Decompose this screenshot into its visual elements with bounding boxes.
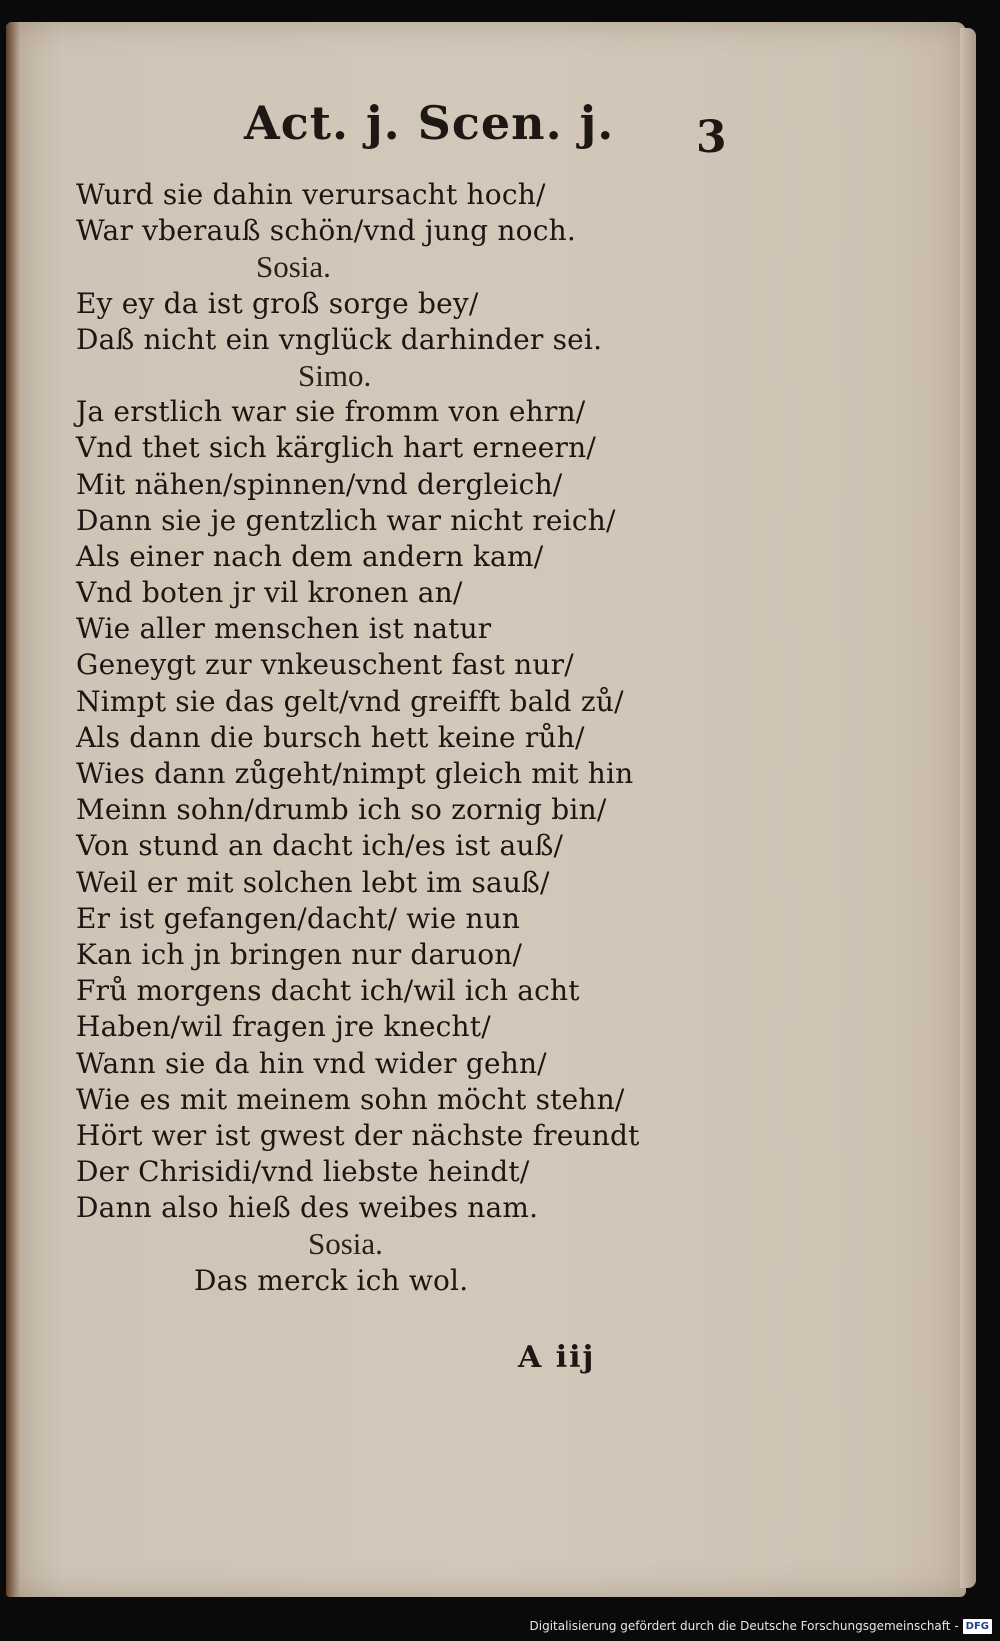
page-number: 3 <box>696 112 727 163</box>
dfg-logo: DFG <box>963 1619 992 1634</box>
verse-line: Frů morgens dacht ich/wil ich acht <box>76 974 580 1008</box>
verse-line: Hört wer ist gwest der nächste freundt <box>76 1118 640 1152</box>
verse-text-block <box>76 177 656 1299</box>
verse-line: Ja erstlich war sie fromm von ehrn/ <box>76 395 586 429</box>
verse-line: Kan ich jn bringen nur daruon/ <box>76 937 523 971</box>
page-binding-edge <box>6 22 20 1597</box>
signature-mark: A iij <box>518 1340 596 1375</box>
funding-credit: Digitalisierung gefördert durch die Deutsche Forschungsgemeinschaft - <box>529 1619 959 1633</box>
running-header: Act. j. Scen. j. <box>244 96 615 150</box>
verse-line: Mit nähen/spinnen/vnd dergleich/ <box>76 467 563 501</box>
verse-line: Vnd thet sich kärglich hart erneern/ <box>76 431 596 465</box>
verse-line: Das merck ich wol. <box>194 1263 469 1297</box>
verse-line: Wie es mit meinem sohn möcht stehn/ <box>76 1082 625 1116</box>
verse-line: Wurd sie dahin verursacht hoch/ <box>76 178 546 211</box>
page-fore-edge <box>960 28 976 1588</box>
verse-line: Als dann die bursch hett keine růh/ <box>76 720 585 754</box>
verse-line: Weil er mit solchen lebt im sauß/ <box>76 865 550 899</box>
speaker-name: Sosia. <box>308 1226 383 1262</box>
verse-line: Haben/wil fragen jre knecht/ <box>76 1010 491 1044</box>
verse-line: Der Chrisidi/vnd liebste heindt/ <box>76 1155 530 1189</box>
verse-line: Daß nicht ein vnglück darhinder sei. <box>76 322 603 356</box>
book-page <box>6 22 966 1597</box>
verse-line: Meinn sohn/drumb ich so zornig bin/ <box>76 793 607 827</box>
verse-line: Dann also hieß des weibes nam. <box>76 1191 539 1225</box>
speaker-name: Simo. <box>298 357 372 393</box>
verse-line: Dann sie je gentzlich war nicht reich/ <box>76 503 616 537</box>
verse-line: Er ist gefangen/dacht/ wie nun <box>76 901 521 935</box>
verse-line: Ey ey da ist groß sorge bey/ <box>76 286 479 320</box>
verse-line: War vberauß schön/vnd jung noch. <box>76 214 576 248</box>
verse-line: Von stund an dacht ich/es ist auß/ <box>76 829 564 863</box>
verse-line: Wie aller menschen ist natur <box>76 612 492 646</box>
verse-line: Geneygt zur vnkeuschent fast nur/ <box>76 648 574 682</box>
speaker-name: Sosia. <box>256 249 331 285</box>
verse-line: Wann sie da hin vnd wider gehn/ <box>76 1046 547 1080</box>
verse-line: Vnd boten jr vil kronen an/ <box>76 576 463 610</box>
verse-line: Wies dann zůgeht/nimpt gleich mit hin <box>76 757 634 790</box>
digitization-footer <box>530 1615 993 1637</box>
verse-line: Nimpt sie das gelt/vnd greifft bald zů/ <box>76 684 624 718</box>
verse-line: Als einer nach dem andern kam/ <box>76 539 544 573</box>
